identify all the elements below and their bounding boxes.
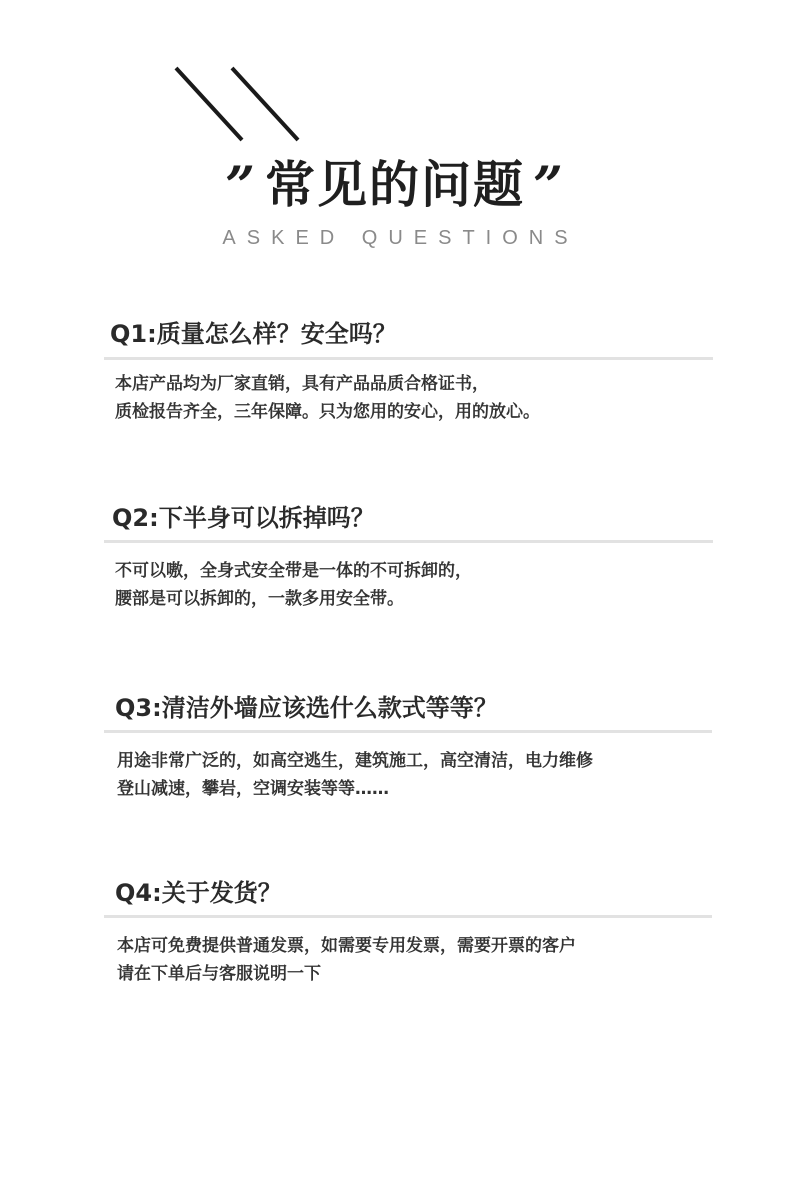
faq-answer-3-line-1: 用途非常广泛的，如高空逃生，建筑施工，高空清洁，电力维修 <box>117 751 593 771</box>
open-quote-mark: ” <box>225 156 257 217</box>
faq-answer-1-line-1: 本店产品均为厂家直销，具有产品品质合格证书， <box>115 374 489 394</box>
faq-question-2: Q2:下半身可以拆掉吗？ <box>112 504 375 532</box>
faq-answer-2-line-2: 腰部是可以拆卸的，一款多用安全带。 <box>115 589 404 609</box>
faq-answer-4-line-1: 本店可免费提供普通发票，如需要专用发票，需要开票的客户 <box>117 936 576 956</box>
close-quote-mark: ” <box>533 156 565 217</box>
faq-answer-4-line-2: 请在下单后与客服说明一下 <box>117 964 321 984</box>
faq-question-4: Q4:关于发货？ <box>115 879 282 907</box>
faq-divider-4 <box>104 915 712 918</box>
faq-question-1: Q1:质量怎么样？安全吗？ <box>110 320 397 348</box>
faq-divider-1 <box>104 357 713 360</box>
page-subtitle: ASKED QUESTIONS <box>222 227 579 249</box>
faq-answer-2-line-1: 不可以嗷，全身式安全带是一体的不可拆卸的， <box>115 561 472 581</box>
page-title <box>0 150 790 220</box>
faq-answer-1 <box>115 370 540 426</box>
decorative-slash-lines <box>170 62 310 147</box>
faq-question-3: Q3:清洁外墙应该选什么款式等等？ <box>115 694 498 722</box>
faq-divider-3 <box>104 730 712 733</box>
faq-answer-4 <box>117 932 576 988</box>
faq-answer-3-line-2: 登山减速，攀岩，空调安装等等…… <box>117 779 389 799</box>
page-title-text: 常见的问题 <box>265 156 525 214</box>
faq-answer-3 <box>117 747 593 803</box>
faq-answer-2 <box>115 557 472 613</box>
faq-answer-1-line-2: 质检报告齐全，三年保障。只为您用的安心，用的放心。 <box>115 402 540 422</box>
faq-divider-2 <box>104 540 713 543</box>
